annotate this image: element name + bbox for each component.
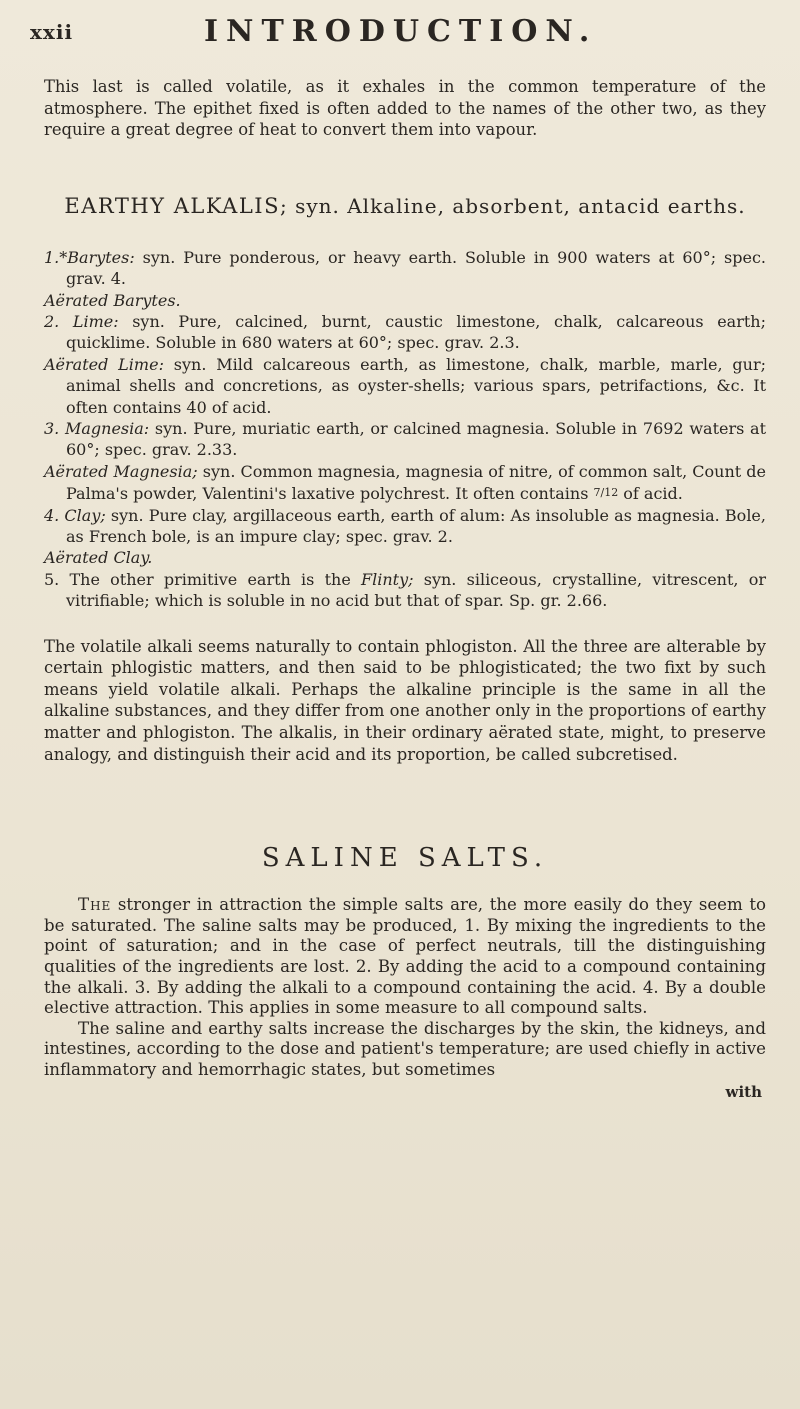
- saline-paragraph-1: The stronger in attraction the simple salts are, the more easily do they seem to be saturated. The saline salts may be produced, 1. By mixing the ingredients to the point of saturation; and in the case of perfect neutrals, till the distinguishing qualities of the ingredients are lost. 2. By adding the acid to a compound containing the alkali. 3. By adding the alkali to a compound containing the acid. 4. By a double elective attraction. This applies in some measure to all compound salts.: [44, 895, 766, 1018]
- entry-flinty: 5. The other primitive earth is the Flinty; syn. siliceous, crystalline, vitrescent, or vitrifiable; which is soluble in no acid but that of spar. Sp. gr. 2.66.: [44, 569, 766, 611]
- catchword: with: [725, 1082, 762, 1101]
- earthy-alkalis-synonyms: ; syn. Alkaline, absorbent, antacid earths.: [279, 193, 746, 218]
- earthy-alkalis-heading: [44, 193, 766, 219]
- saline-salts-heading: SALINE SALTS.: [261, 843, 549, 874]
- entry-lime: 2. Lime: syn. Pure, calcined, burnt, caustic limestone, chalk, calcareous earth; quicklime. Soluble in 680 waters at 60°; spec. grav. 2.3.: [44, 312, 766, 353]
- entry-barytes: 1.*Barytes: syn. Pure ponderous, or heavy earth. Soluble in 900 waters at 60°; spec. grav. 4.: [44, 247, 766, 289]
- running-title: INTRODUCTION.: [204, 14, 598, 49]
- entry-magnesia: 3. Magnesia: syn. Pure, muriatic earth, or calcined magnesia. Soluble in 7692 waters at 60°; spec. grav. 2.33.: [44, 419, 766, 460]
- lead-word: The: [78, 895, 112, 915]
- entry-aerated-lime: Aërated Lime: syn. Mild calcareous earth, as limestone, chalk, marble, marle, gur; animal shells and concretions, as oyster-shells; various spars, petrifactions, &c. It often contains 40 of acid.: [44, 354, 766, 417]
- earthy-alkalis-list: [44, 247, 766, 612]
- entry-aerated-clay: Aërated Clay.: [44, 548, 153, 568]
- running-head: [30, 14, 766, 54]
- entry-aerated-magnesia: Aërated Magnesia; syn. Common magnesia, magnesia of nitre, of common salt, Count de Palma's powder, Valentini's laxative polychrest. It often contains 7/12 of acid.: [44, 461, 767, 504]
- entry-aerated-barytes: Aërated Barytes.: [44, 290, 181, 310]
- intro-paragraph: This last is called volatile, as it exhales in the common temperature of the atmosphere. The epithet fixed is often added to the names of the other two, as they require a great degree of heat to convert them into vapour.: [44, 77, 766, 140]
- earthy-alkalis-title: EARTHY ALKALIS: [64, 193, 280, 218]
- fraction: 7/12: [593, 486, 619, 500]
- volatile-alkali-paragraph: The volatile alkali seems naturally to contain phlogiston. All the three are alterable by certain phlogistic matters, and then said to be phlogisticated; the two fixt by such means yield volatile alkali. Perhaps the alkaline principle is the same in all the alkaline substances, and they differ from one another only in the proportions of earthy matter and phlogiston. The alkalis, in their ordinary aërated state, might, to preserve analogy, and distinguish their acid and its proportion, be called subcretised.: [44, 636, 766, 764]
- page-number: xxii: [30, 20, 74, 44]
- saline-paragraph-2: The saline and earthy salts increase the discharges by the skin, the kidneys, and intestines, according to the dose and patient's temperature; are used chiefly in active inflammatory and hemorrhagic states, but sometimes: [44, 1018, 766, 1079]
- entry-clay: 4. Clay; syn. Pure clay, argillaceous earth, earth of alum: As insoluble as magnesia. Bole, as French bole, is an impure clay; spec. grav. 2.: [44, 505, 766, 547]
